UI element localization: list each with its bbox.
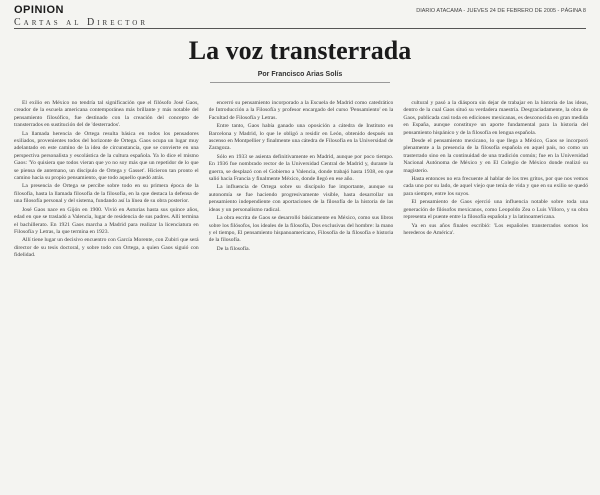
article-paragraph: encerró su pensamiento incorporado a la Escuela de Madrid como catedrático de Introducción a la Filosofía y profesor encargado del curso 'Pensamiento' en la Facultad de Filosofía y Letras.	[208, 100, 394, 121]
article-byline: Por Francisco Arias Solís	[257, 71, 343, 78]
subsection-title: Cartas al Director	[14, 17, 149, 28]
article-paragraph: Entre tanto, Gaos había ganado una oposición a cátedra de Instituto en Barcelona y Madrid, lo que le obligó a residir en León, obtenido después un ascenso en Montpellier y finalmente una cátedra de Filosofía en la Universidad de Zaragoza.	[208, 123, 394, 152]
article-paragraph: Allí tiene lugar un decisivo encuentro con García Morente, con Zubiri que será director de su tesis doctoral, y sobre todo con Ortega, a quien Gaos siguió con fidelidad.	[14, 237, 199, 259]
article-column-3	[403, 100, 588, 488]
article-column-2	[209, 100, 394, 488]
header-rule	[14, 28, 586, 29]
article-body	[14, 100, 588, 488]
dateline: DIARIO ATACAMA - JUEVES 24 DE FEBRERO DE 2005 - PÁGINA 8	[416, 8, 586, 14]
article-headline: La voz transterrada	[188, 36, 412, 65]
article-paragraph: Hasta entonces no era frecuente al hablar de los tres gritos, por que nos vemos cada uno por su lado, de aquel viejo que tenía de vida y que en su exilio se quedó para siempre, entre los suyos.	[403, 176, 589, 197]
article-paragraph: cultural y pasó a la diáspora sin dejar de trabajar en la historia de las ideas, dentro de la cual Gaos situó su verdadera maestría. Desgraciadamente, la obra de Gaos, publicada casi toda en ediciones mexicanas, es desconocida en gran medida en España, aunque constituye un aporte fundamental para la historia del pensamiento hispánico y de la filosofía en lengua española.	[403, 100, 589, 136]
article-paragraph: De la filosofía.	[216, 245, 251, 252]
article-paragraph: La obra escrita de Gaos se desarrolló básicamente en México, como sus libros sobre los filósofos, los ideales de la filosofía, Dos exclusivas del hombre: la mano y el tiempo, El pensamiento hispanoamericano, Filosofía de la filosofía e historia de la filosofía.	[208, 215, 394, 244]
article-paragraph: El exilio en México no tendría tal significación que el filósofo José Gaos, creador de la escuela americana contemporánea más brillante y más notable del pensamiento filosófico, fue destinado con la creación del concepto de transterrados en sustitución del de 'desterrados'.	[14, 100, 199, 129]
article-paragraph: José Gaos nace en Gijón en 1900. Vivió en Asturias hasta sus quince años, edad en que se trasladó a Valencia, lugar de residencia de sus padres. Allí termina el bachillerato. En 1921 Gaos marcha a Madrid para realizar la licenciatura en Filosofía y Letras, la que termina en 1923.	[14, 206, 199, 235]
article-paragraph: Desde el pensamiento mexicano, lo que llega a México, Gaos se incorporó plenamente a la presencia de la filosofía española en aquel país, no como un trasterrado sino en la continuidad de una tradición común; fue en la Universidad Nacional Autónoma de México y en El Colegio de México donde realizó su magisterio.	[403, 138, 589, 174]
article-paragraph: La influencia de Ortega sobre su discípulo fue importante, aunque su autonomía se fue haciendo progresivamente visible, hasta desarrollar un pensamiento independiente con aportaciones de la filosofía de la historia de las ideas y un personalismo radical.	[208, 184, 394, 213]
article-paragraph: La llamada herencia de Ortega resulta básica en todos los pensadores exiliados, provenientes todos del horizonte de Ortega. Gaos ocupa un lugar muy adelantado en este camino de la idea de circunstancia, que se convierte en una perspectiva personalista y escolástica de la cultura española. Ya lo dice el mismo Gaos: 'Yo quisiera que todos vieran que yo no soy más que un repetidor de lo que se piensa de antemano, un discípulo de Ortega y Gasset'. Hicieron tan pronto el camino hacia su propio pensamiento, que todo aquello quedó atrás.	[14, 130, 199, 182]
article-paragraph: Ya en sus años finales escribió: 'Los españoles transterrados somos los herederos de América'.	[403, 222, 589, 236]
article-paragraph: Sólo en 1933 se asienta definitivamente en Madrid, aunque por poco tiempo. En 1936 fue nombrado rector de la Universidad Central de Madrid y, durante la guerra, se desplazó con el Gobierno a Valencia, donde trabajó hasta 1938, en que salió hacia Francia y finalmente México, donde llegó en ese año.	[208, 153, 394, 183]
article-paragraph: El pensamiento de Gaos ejerció una influencia notable sobre toda una generación de filósofos mexicanos, como Leopoldo Zea o Luis Villoro, y su obra representa el puente entre la filosofía española y la latinoamericana.	[403, 199, 589, 221]
masthead	[14, 4, 586, 34]
article-column-1	[14, 100, 199, 488]
section-title: OPINION	[14, 4, 64, 16]
article-paragraph: La presencia de Ortega se percibe sobre todo en su primera época de la filosofía, hasta la llamada filosofía de la filosofía, en la que destaca la defensa de una filosofía personal y del sistema, fundando así la línea de su obra posterior.	[14, 183, 199, 205]
byline-rule	[210, 82, 390, 83]
